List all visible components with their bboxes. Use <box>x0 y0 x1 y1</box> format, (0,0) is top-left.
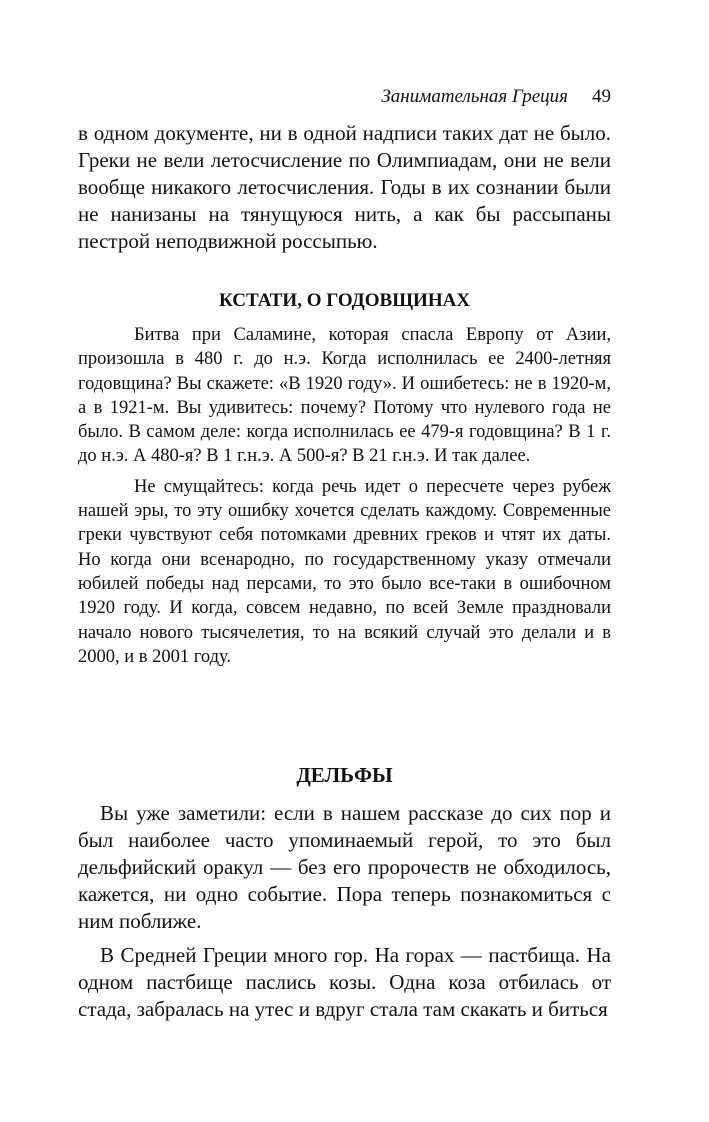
sidebar-paragraph: Не смущайтесь: когда речь идет о пересчете через рубеж нашей эры, то эту ошибку хочется сделать каждому. Современные греки чувствуют себя потомками древних греков и чтят их даты. Но когда они всенародно, по государственному указу отмечали юбилей победы над персами, то это было все-таки в ошибочном 1920 году. И когда, совсем недавно, по всей Земле праздновали начало нового тысячелетия, то на всякий случай это делали и в 2000, и в 2001 году. <box>78 476 611 667</box>
intro-paragraph: в одном документе, ни в одной надписи таких дат не было. Греки не вели летосчисление по Олимпиадам, они не вели вообще никакого летосчисления. Годы в их сознании были не нанизаны на тянущуюся нить, а как бы рассыпаны пестрой неподвижной россыпью. <box>78 121 611 253</box>
running-title: Занимательная Греция <box>381 86 568 107</box>
running-header <box>381 86 611 108</box>
page-number: 49 <box>592 86 611 107</box>
section-heading: ДЕЛЬФЫ <box>296 763 393 787</box>
section-paragraph: В Средней Греции много гор. На горах — пастбища. На одном пастбище паслись козы. Одна коза отбилась от стада, забралась на утес и вдруг стала там скакать и биться <box>78 943 611 1021</box>
section-paragraph: Вы уже заметили: если в нашем рассказе до сих пор и был наиболее часто упоминаемый герой, то это был дельфийский оракул — без его пророчеств не обходилось, кажется, ни одно событие. Пора теперь познакомиться с ним поближе. <box>78 801 611 933</box>
sidebar-heading: КСТАТИ, О ГОДОВЩИНАХ <box>218 290 471 311</box>
section-text-block <box>78 800 611 1023</box>
intro-text-block <box>78 120 611 255</box>
sidebar-text-block <box>78 323 611 669</box>
sidebar-paragraph: Битва при Саламине, которая спасла Европу от Азии, произошла в 480 г. до н.э. Когда исполнилась ее 2400-летняя годовщина? Вы скажете: «В 1920 году». И ошибетесь: не в 1920-м, а в 1921-м. Вы удивитесь: почему? Потому что нулевого года не было. В самом деле: когда исполнилась ее 479-я годовщина? В 1 г. до н.э. А 480-я? В 1 г.н.э. А 500-я? В 21 г.н.э. И так далее. <box>78 325 611 467</box>
